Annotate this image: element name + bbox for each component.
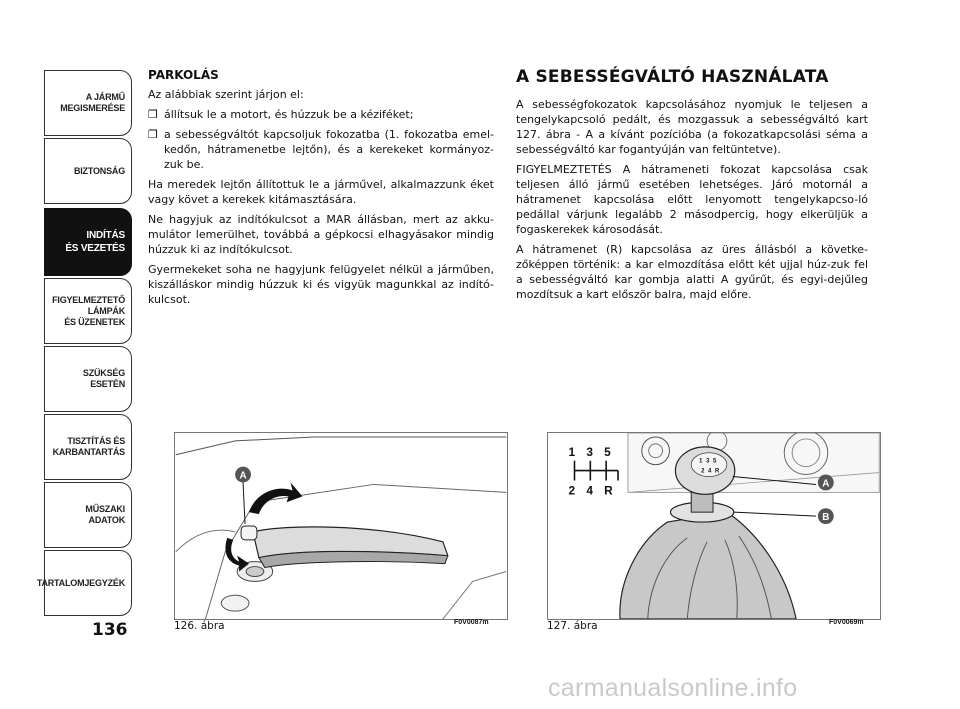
figure-caption: 126. ábra <box>174 620 225 632</box>
knob-top-labels: 1 3 5 <box>699 458 718 465</box>
gear-pattern-icon <box>569 445 618 498</box>
gearshift-illustration <box>548 433 880 619</box>
page-number: 136 <box>92 620 128 640</box>
parking-heading: PARKOLÁS <box>148 68 219 82</box>
tab-technical-data[interactable]: MŰSZAKI ADATOK <box>44 482 132 548</box>
paragraph: A hátramenet (R) kapcsolása az üres állásból a követke-zőképpen történik: a kar elmozdítása előtt két ujjal húz-zuk fel a sebességváltó kar gombja alatti A gyűrűt, és egyi-dejűleg mozdítsuk a kart először balra, majd előre. <box>516 243 868 301</box>
parking-intro: Az alábbiak szerint járjon el: <box>148 88 304 101</box>
gear-bottom-labels: 2 4 R <box>568 483 617 498</box>
tab-emergency[interactable]: SZÜKSÉG ESETÉN <box>44 346 132 412</box>
gear-top-labels: 1 3 5 <box>568 444 615 459</box>
marker-b-label: B <box>822 512 830 524</box>
marker-a-label: A <box>239 470 247 482</box>
tab-starting-driving[interactable]: INDÍTÁS ÉS VEZETÉS <box>44 208 132 276</box>
gearshift-figure <box>547 432 881 620</box>
figure-caption: 127. ábra <box>547 620 598 632</box>
paragraph: Ha meredek lejtőn állítottuk le a járművel, alkalmazzunk éket vagy követ a kerekek kitámasztására. <box>148 178 494 206</box>
paragraph: FIGYELMEZTETÉS A hátrameneti fokozat kapcsolása csak teljesen álló jármű esetében lehetséges. Járó motornál a hátramenet kapcsolása előtt lenyomott tengelykapcso-ló pedállal várjunk legalább 2 másodpercig, hogy elkerüljük a fogaskerekek károsodását. <box>516 163 868 236</box>
parking-section <box>148 68 494 312</box>
tab-safety[interactable]: BIZTONSÁG <box>44 138 132 204</box>
handbrake-illustration <box>175 433 507 619</box>
checkbox-bullet-icon: ❒ <box>148 128 158 141</box>
paragraph: Gyermekeket soha ne hagyjunk felügyelet nélkül a járműben, kiszálláskor mindig húzzuk ki és vigyük magunkkal az indító-kulcsot. <box>148 263 494 306</box>
figure-code: F0V0069m <box>829 619 864 626</box>
marker-a-label: A <box>822 478 830 490</box>
bullet-text: a sebességváltót kapcsoljuk fokozatba (1. fokozatba emel-kedőn, hátramenetbe lejtőn), és a kerekeket kormányoz-zuk be. <box>164 128 494 171</box>
paragraph: A sebességfokozatok kapcsolásához nyomjuk le teljesen a tengelykapcsoló pedált, és mozgassuk a sebességváltó kart 127. ábra - A a kívánt pozícióba (a fokozatkapcsolási séma a sebességváltó kar fogantyúján van feltüntetve). <box>516 98 868 156</box>
knob-bottom-labels: 2 4 R <box>701 468 721 475</box>
tab-warning-lights[interactable]: FIGYELMEZTETŐ LÁMPÁK ÉS ÜZENETEK <box>44 278 132 344</box>
handbrake-figure <box>174 432 508 620</box>
bullet-text: állítsuk le a motort, és húzzuk be a kéziféket; <box>164 108 414 121</box>
tab-maintenance[interactable]: TISZTÍTÁS ÉS KARBANTARTÁS <box>44 414 132 480</box>
paragraph: Ne hagyjuk az indítókulcsot a MAR állásban, mert az akku-mulátor lemerülhet, továbbá a gépkocsi elhagyásakor mindig húzzuk ki az indítókulcsot. <box>148 213 494 256</box>
checkbox-bullet-icon: ❒ <box>148 108 158 121</box>
list-item <box>148 107 494 122</box>
gearbox-section <box>516 66 868 307</box>
tab-index[interactable]: TARTALOMJEGYZÉK <box>44 550 132 616</box>
tab-vehicle-overview[interactable]: A JÁRMŰ MEGISMERÉSE <box>44 70 132 136</box>
watermark: carmanualsonline.info <box>548 674 798 702</box>
list-item <box>148 127 494 172</box>
gearbox-heading: A SEBESSÉGVÁLTÓ HASZNÁLATA <box>516 67 829 87</box>
figure-code: F0V0087m <box>454 619 489 626</box>
